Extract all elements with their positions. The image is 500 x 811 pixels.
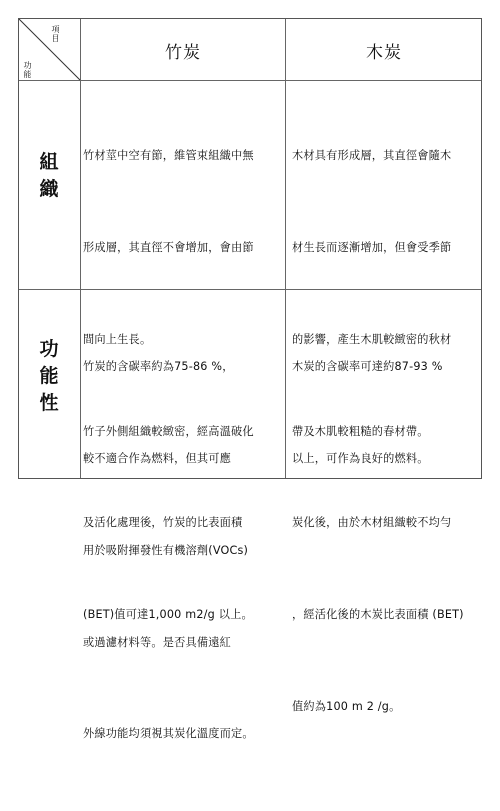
row-header-structure: 組織 <box>39 151 59 200</box>
column-header-bamboo: 竹炭 <box>165 43 201 63</box>
cell-line: 形成層，其直徑不會增加，會由節 <box>83 240 254 254</box>
cell-line: 炭化後，由於木材組織較不均勻 <box>292 516 452 530</box>
corner-function-label: 功能 <box>23 61 32 79</box>
row-header-function: 功能性 <box>39 338 59 414</box>
cell-line: 及活化處理後，竹炭的比表面積 <box>83 516 243 530</box>
column-header-wood: 木炭 <box>366 43 402 63</box>
cell-line: 木炭的含碳率可達約87-93 % <box>292 360 443 374</box>
cell-line: 以上，可作為良好的燃料。 <box>292 451 429 465</box>
cell-line: 竹材莖中空有節，維管束組織中無 <box>83 149 254 163</box>
cell-line: 木材具有形成層，其直徑會隨木 <box>292 149 452 163</box>
column-divider-middle <box>285 19 286 478</box>
function-bamboo-cell <box>83 291 254 811</box>
cell-line: 的影響，產生木肌較緻密的秋材 <box>292 332 452 346</box>
cell-line: 帶及木肌較粗糙的春材帶。 <box>292 424 429 438</box>
cell-line: 較不適合作為燃料，但其可應 <box>83 451 232 465</box>
cell-line: ，經活化後的木炭比表面積 (BET) <box>292 608 464 622</box>
cell-line: 外線功能均須視其炭化溫度而定。 <box>83 727 254 741</box>
cell-line: 用於吸附揮發性有機溶劑(VOCs) <box>83 543 249 557</box>
cell-line: (BET)值可達1,000 m2/g 以上。 <box>83 608 253 622</box>
cell-line: 竹炭的含碳率約為75-86 %， <box>83 360 234 374</box>
cell-line: 材生長而逐漸增加，但會受季節 <box>292 240 452 254</box>
cell-line: 竹子外側組織較緻密，經高溫破化 <box>83 424 254 438</box>
comparison-table <box>18 18 482 741</box>
cell-line: 值約為100 m 2 /g。 <box>292 699 401 713</box>
cell-line: 間向上生長。 <box>83 332 152 346</box>
corner-item-label: 項目 <box>51 25 60 43</box>
function-wood-cell <box>292 291 443 536</box>
cell-line: 或過濾材料等。是否具備遠紅 <box>83 635 232 649</box>
